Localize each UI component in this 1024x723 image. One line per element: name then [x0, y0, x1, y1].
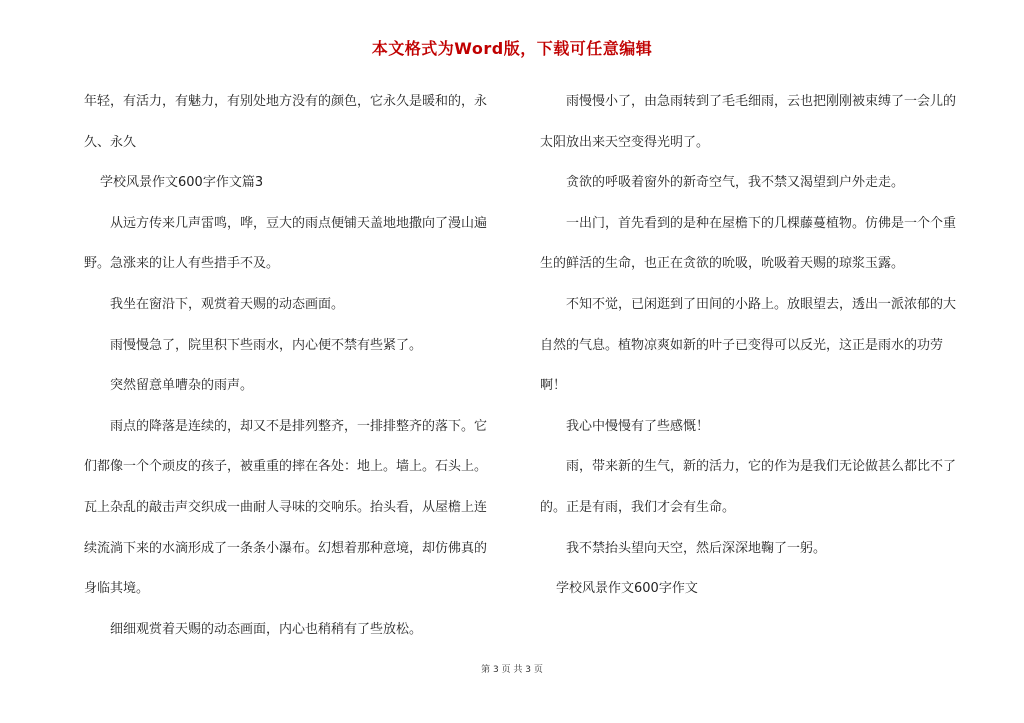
document-header: 本文格式为Word版，下载可任意编辑: [371, 39, 653, 58]
paragraph: 一出门，首先看到的是种在屋檐下的几棵藤蔓植物。仿佛是一个个重生的鲜活的生命，也正在贪欲的吮吸，吮吸着天赐的琼浆玉露。: [540, 215, 957, 272]
paragraph: 雨，带来新的生气，新的活力，它的作为是我们无论做甚么都比不了的。正是有雨，我们才会有生命。: [540, 459, 957, 515]
paragraph: 不知不觉，已闲逛到了田间的小路上。放眼望去，透出一派浓郁的大自然的气息。植物凉爽如新的叶子已变得可以反光，这正是雨水的功劳啊！: [540, 296, 957, 394]
section-heading: 学校风景作文600字作文: [556, 581, 698, 597]
paragraph: 贪欲的呼吸着窗外的新奇空气，我不禁又渴望到户外走走。: [566, 175, 905, 191]
section-heading: 学校风景作文600字作文篇3: [100, 175, 264, 191]
paragraph: 我坐在窗沿下，观赏着天赐的动态画面。: [110, 296, 345, 312]
left-column: [84, 82, 494, 650]
right-column: [540, 82, 965, 610]
paragraph: 年轻，有活力，有魅力，有别处地方没有的颜色，它永久是暖和的，永久、永久: [84, 94, 488, 150]
paragraph: 我不禁抬头望向天空，然后深深地鞠了一躬。: [566, 540, 827, 556]
paragraph: 从远方传来几声雷鸣，哗，豆大的雨点便铺天盖地地撒向了漫山遍野。急涨来的让人有些措手不及。: [84, 215, 488, 272]
paragraph: 雨慢慢急了，院里积下些雨水，内心便不禁有些紧了。: [110, 337, 423, 353]
paragraph: 突然留意单嘈杂的雨声。: [110, 378, 254, 394]
paragraph: 雨慢慢小了，由急雨转到了毛毛细雨，云也把刚刚被束缚了一会儿的太阳放出来天空变得光明了。: [540, 94, 957, 150]
paragraph: 我心中慢慢有了些感慨！: [566, 418, 710, 434]
paragraph: 雨点的降落是连续的，却又不是排列整齐，一排排整齐的落下。它们都像一个个顽皮的孩子，被重重的摔在各处：地上。墙上。石头上。瓦上杂乱的敲击声交织成一曲耐人寻味的交响乐。抬头看，从屋檐上连续流淌下来的水滴形成了一条条小瀑布。幻想着那种意境，却仿佛真的身临其境。: [84, 418, 488, 597]
page-number: 第 3 页 共 3 页: [481, 665, 543, 675]
paragraph: 细细观赏着天赐的动态画面，内心也稍稍有了些放松。: [110, 621, 423, 637]
